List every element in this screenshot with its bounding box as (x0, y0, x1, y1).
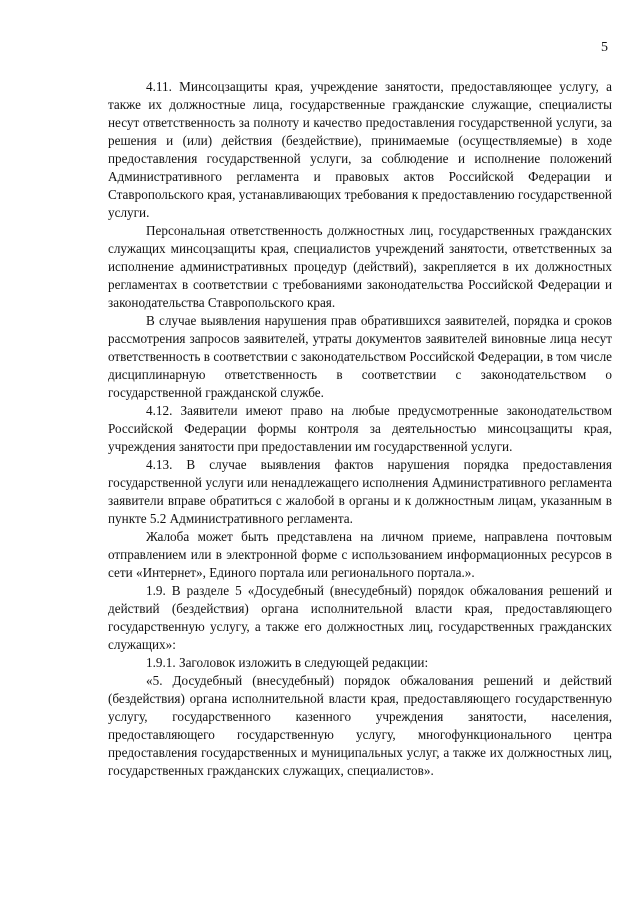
paragraph-4-13: 4.13. В случае выявления фактов нарушения порядка предоставления государственной услуги или ненадлежащего исполнения Административного регламента заявители вправе обратиться с жалобой в органы и к должностным лицам, указанным в пункте 5.2 Административного регламента. (108, 457, 612, 526)
paragraph-4-12: 4.12. Заявители имеют право на любые предусмотренные законодательством Российской Федерации формы контроля за деятельностью минсоцзащиты края, учреждения занятости при предоставлении им государственной услуги. (108, 403, 612, 454)
paragraph-violation-liability: В случае выявления нарушения прав обратившихся заявителей, порядка и сроков рассмотрения запросов заявителей, утраты документов заявителей виновные лица несут ответственность в соответствии с законодательством Российской Федерации, в том числе дисциплинарную ответственность в соответствии с законодательством о государственной гражданской службе. (108, 313, 612, 400)
paragraph-complaint-submission: Жалоба может быть представлена на личном приеме, направлена почтовым отправлением или в электронной форме с использованием информационных ресурсов в сети «Интернет», Единого портала или регионального портала.». (108, 529, 612, 580)
page-number: 5 (601, 40, 608, 55)
paragraph-personal-responsibility: Персональная ответственность должностных лиц, государственных гражданских служащих минсоцзащиты края, специалистов учреждений занятости, ответственных за исполнение административных процедур (действий), закрепляется в их должностных регламентах в соответствии с требованиями законодательства Российской Федерации и законодательства Ставропольского края. (108, 223, 612, 310)
paragraph-1-9: 1.9. В разделе 5 «Досудебный (внесудебный) порядок обжалования решений и действий (бездействия) органа исполнительной власти края, предоставляющего государственную услугу, а также его должностных лиц, государственных гражданских служащих»: (108, 583, 612, 652)
paragraph-section-5-title: «5. Досудебный (внесудебный) порядок обжалования решений и действий (бездействия) органа исполнительной власти края, предоставляющего государственную услугу, государственного казенного учреждения занятости, населения, предоставляющего государственную услугу, многофункционального центра предоставления государственных и муниципальных услуг, а также их должностных лиц, государственных гражданских служащих, специалистов». (108, 673, 612, 778)
document-body (108, 78, 612, 780)
paragraph-1-9-1: 1.9.1. Заголовок изложить в следующей редакции: (146, 655, 429, 670)
paragraph-4-11: 4.11. Минсоцзащиты края, учреждение занятости, предоставляющее услугу, а также их должностные лица, государственные гражданские служащие, специалисты несут ответственность за полноту и качество предоставления государственной услуги, за решения и (или) действия (бездействие), принимаемые (осуществляемые) в ходе предоставления государственной услуги, за соблюдение и исполнение положений Административного регламента и правовых актов Российской Федерации и Ставропольского края, устанавливающих требования к предоставлению государственной услуги. (108, 79, 612, 220)
